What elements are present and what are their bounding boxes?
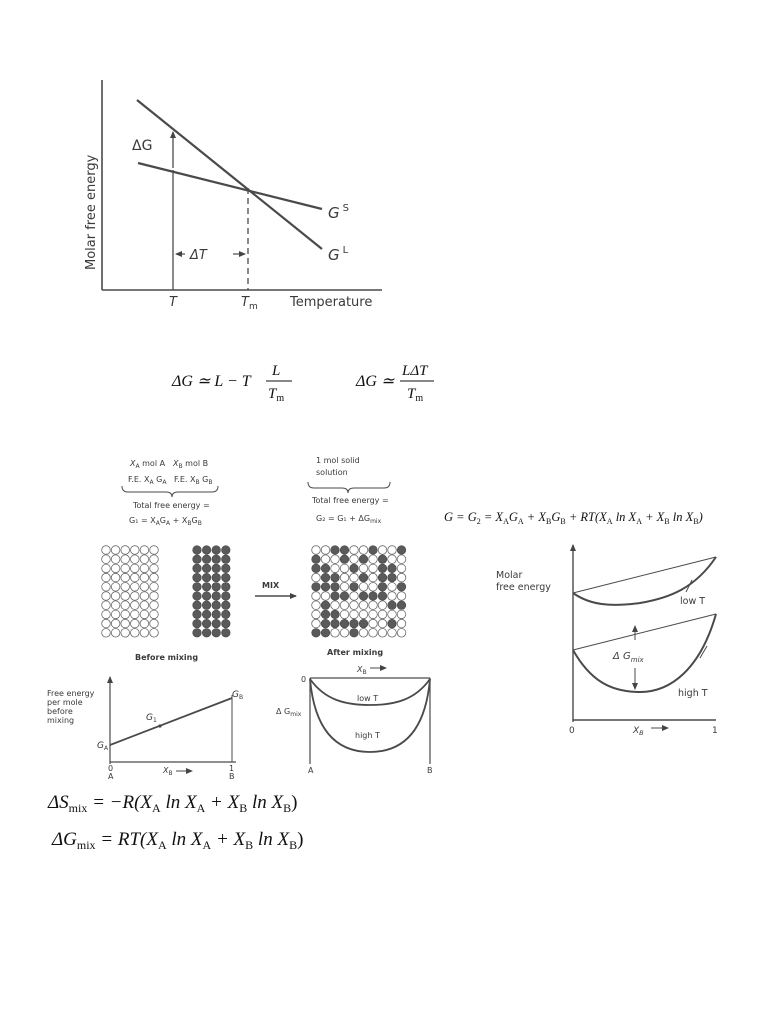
atom-a	[321, 555, 330, 564]
g1-equation: $G_1 = X_AG_A + X_BG_B$	[129, 516, 202, 527]
atom-b	[369, 546, 378, 555]
before-line1: $X_A$ mol A $X_B$ mol B	[130, 459, 209, 470]
atom-a	[102, 592, 111, 601]
atom-b	[378, 573, 387, 582]
atom-a	[111, 592, 120, 601]
atom-a	[131, 546, 140, 555]
after-line1: 1 mol solid	[316, 456, 360, 465]
atom-a	[359, 629, 368, 638]
atom-b	[193, 610, 202, 619]
atom-a	[369, 564, 378, 573]
atom-a	[350, 601, 359, 610]
atom-a	[331, 629, 340, 638]
right-plot-high-t-label: high T	[678, 688, 708, 699]
mix-label: MIX	[262, 581, 280, 590]
atom-b	[212, 601, 221, 610]
atom-a	[350, 573, 359, 582]
atom-b	[397, 601, 406, 610]
g2-equation: $G_2 = G_1 + \Delta G_{mix}$	[316, 514, 382, 525]
atom-a	[350, 546, 359, 555]
tm-tick-label: $T_m$	[241, 295, 258, 312]
atom-b	[359, 555, 368, 564]
atom-a	[340, 564, 349, 573]
atom-a	[111, 629, 120, 638]
delta-t-label: ΔT	[190, 248, 207, 263]
atom-a	[378, 601, 387, 610]
right-plot-low-t-label: low T	[680, 596, 706, 607]
atom-b	[212, 564, 221, 573]
atom-b	[222, 555, 231, 564]
atom-b	[350, 564, 359, 573]
atom-a	[369, 583, 378, 592]
gb-label: $G_B$	[232, 690, 244, 701]
after-mixing-text	[308, 456, 390, 525]
atom-b	[212, 573, 221, 582]
atom-a	[150, 601, 159, 610]
g1-line	[110, 698, 232, 745]
atom-a	[397, 592, 406, 601]
atom-a	[150, 619, 159, 628]
solution-atom-grid	[312, 546, 406, 637]
atom-b	[212, 583, 221, 592]
atom-b	[331, 619, 340, 628]
atom-b	[321, 564, 330, 573]
before-total-label: Total free energy =	[133, 501, 210, 510]
atom-a	[331, 555, 340, 564]
atom-a	[102, 583, 111, 592]
right-plot-ylabel-line2: free energy	[496, 582, 551, 593]
solid-free-energy-line	[138, 163, 322, 209]
atom-b	[202, 629, 211, 638]
pure-b-atom-grid	[193, 546, 230, 637]
atom-b	[321, 601, 330, 610]
after-brace	[308, 482, 390, 493]
eq-left-numerator: L	[272, 363, 281, 379]
atom-a	[150, 564, 159, 573]
right-plot-ylabel-line1: Molar	[496, 570, 523, 581]
t-tick-label: T	[169, 295, 177, 310]
atom-b	[193, 583, 202, 592]
atom-a	[150, 555, 159, 564]
atom-a	[111, 573, 120, 582]
right-plot-lower-line	[573, 614, 716, 650]
atom-b	[388, 564, 397, 573]
atom-b	[331, 592, 340, 601]
atom-b	[193, 555, 202, 564]
atom-a	[312, 619, 321, 628]
atom-a	[359, 610, 368, 619]
atom-a	[121, 592, 130, 601]
delta-g-label: ΔG	[132, 138, 153, 154]
g1-line-label: $G_1$	[146, 713, 157, 724]
atom-a	[369, 629, 378, 638]
g1-ylabel-line3: before	[47, 707, 73, 716]
after-line2: solution	[316, 468, 348, 477]
atom-a	[140, 564, 149, 573]
eq-left-prefix: ΔG ≃ L − T	[172, 373, 251, 390]
atom-a	[378, 619, 387, 628]
atom-a	[397, 629, 406, 638]
atom-a	[121, 619, 130, 628]
atom-a	[102, 619, 111, 628]
atom-a	[131, 564, 140, 573]
atom-a	[102, 555, 111, 564]
atom-b	[397, 583, 406, 592]
atom-b	[378, 555, 387, 564]
right-plot-upper-line	[573, 557, 716, 593]
atom-a	[340, 583, 349, 592]
atom-b	[222, 592, 231, 601]
dgmix-xa-label: A	[308, 766, 314, 775]
atom-a	[102, 629, 111, 638]
atom-a	[131, 619, 140, 628]
g1-point	[158, 724, 161, 727]
before-mixing-text	[122, 459, 218, 527]
atom-b	[321, 573, 330, 582]
total-free-energy-equation: $G = G_2 = X_AG_A + X_BG_B + RT(X_A$ $\ln X_A + X_B$ $\ln X_B$)	[444, 510, 703, 526]
atom-a	[359, 546, 368, 555]
free-energy-composition-plot	[496, 545, 718, 737]
atom-a	[140, 546, 149, 555]
atom-b	[321, 583, 330, 592]
atom-a	[140, 555, 149, 564]
atom-b	[331, 610, 340, 619]
atom-a	[121, 564, 130, 573]
atom-a	[388, 629, 397, 638]
atom-b	[202, 583, 211, 592]
atom-a	[378, 610, 387, 619]
atom-b	[350, 583, 359, 592]
atom-a	[350, 610, 359, 619]
liquid-free-energy-line	[137, 100, 322, 249]
atom-b	[212, 546, 221, 555]
atom-b	[202, 601, 211, 610]
atom-a	[340, 601, 349, 610]
atom-b	[388, 573, 397, 582]
atom-a	[131, 573, 140, 582]
entropy-of-mixing-equation: $\Delta S_{mix} = -R(X_A$ $\ln X_A + X_B$ $\ln X_B$)	[48, 792, 298, 815]
atom-b	[312, 629, 321, 638]
atom-b	[378, 564, 387, 573]
atom-a	[102, 546, 111, 555]
atom-a	[397, 573, 406, 582]
after-total-label: Total free energy =	[312, 496, 389, 505]
atom-a	[140, 573, 149, 582]
atom-b	[331, 583, 340, 592]
atom-b	[378, 583, 387, 592]
atom-a	[312, 610, 321, 619]
g1-ylabel-line2: per mole	[47, 698, 83, 707]
pure-a-atom-grid	[102, 546, 159, 637]
atom-b	[202, 610, 211, 619]
atom-a	[111, 619, 120, 628]
dgmix-ylabel: Δ $G_{mix}$	[276, 707, 302, 718]
atom-a	[397, 564, 406, 573]
ga-label: $G_A$	[97, 741, 109, 752]
atom-a	[388, 583, 397, 592]
g1-before-mixing-plot	[47, 677, 243, 781]
atom-b	[222, 629, 231, 638]
atom-a	[388, 555, 397, 564]
atom-b	[212, 619, 221, 628]
atom-a	[340, 573, 349, 582]
dgmix-xb-label: B	[427, 766, 433, 775]
free-energy-temperature-diagram	[84, 80, 382, 312]
atom-a	[369, 619, 378, 628]
atom-a	[111, 564, 120, 573]
atom-a	[350, 555, 359, 564]
atom-b	[321, 610, 330, 619]
eq-right-prefix: ΔG ≃	[356, 373, 395, 390]
atom-a	[150, 592, 159, 601]
atom-b	[350, 629, 359, 638]
g1-xb-label: B	[229, 772, 235, 781]
atom-a	[150, 546, 159, 555]
atom-b	[193, 619, 202, 628]
atom-b	[193, 564, 202, 573]
atom-b	[331, 573, 340, 582]
atom-a	[102, 573, 111, 582]
atom-a	[111, 583, 120, 592]
atom-b	[340, 546, 349, 555]
atom-b	[321, 629, 330, 638]
atom-b	[202, 564, 211, 573]
mixing-schematic	[102, 456, 406, 662]
atom-a	[140, 629, 149, 638]
atom-b	[359, 573, 368, 582]
atom-b	[222, 583, 231, 592]
before-brace	[122, 486, 218, 497]
dgmix-high-t-curve	[310, 679, 430, 752]
atom-a	[359, 583, 368, 592]
atom-a	[388, 592, 397, 601]
atom-a	[131, 629, 140, 638]
atom-a	[111, 610, 120, 619]
right-plot-x1-label: 1	[712, 726, 718, 736]
atom-b	[212, 610, 221, 619]
atom-a	[388, 546, 397, 555]
atom-a	[111, 555, 120, 564]
atom-b	[193, 546, 202, 555]
atom-a	[150, 583, 159, 592]
atom-a	[150, 610, 159, 619]
atom-b	[321, 619, 330, 628]
atom-a	[397, 619, 406, 628]
atom-a	[131, 583, 140, 592]
atom-a	[331, 564, 340, 573]
right-plot-xlabel: $X_B$	[633, 726, 644, 737]
atom-b	[312, 583, 321, 592]
atom-a	[397, 610, 406, 619]
dgmix-high-t-label: high T	[355, 731, 380, 740]
atom-b	[222, 573, 231, 582]
atom-a	[359, 601, 368, 610]
atom-a	[140, 583, 149, 592]
fig1-y-label: Molar free energy	[84, 154, 99, 270]
atom-b	[222, 564, 231, 573]
atom-b	[378, 592, 387, 601]
gs-label: G $^S$	[328, 203, 349, 222]
undercooling-equations	[171, 363, 434, 404]
atom-b	[340, 555, 349, 564]
atom-b	[193, 592, 202, 601]
atom-a	[397, 555, 406, 564]
before-mixing-caption: Before mixing	[135, 653, 199, 662]
after-mixing-caption: After mixing	[327, 648, 384, 657]
atom-a	[321, 546, 330, 555]
atom-a	[102, 610, 111, 619]
atom-a	[378, 629, 387, 638]
atom-b	[397, 546, 406, 555]
atom-a	[340, 610, 349, 619]
g1-x1-label: 1	[229, 764, 235, 773]
atom-b	[193, 573, 202, 582]
right-plot-high-t-curve	[573, 614, 716, 692]
atom-a	[102, 601, 111, 610]
atom-b	[202, 573, 211, 582]
atom-a	[131, 601, 140, 610]
atom-b	[222, 619, 231, 628]
atom-a	[131, 555, 140, 564]
atom-a	[121, 583, 130, 592]
g1-ylabel-line1: Free energy	[47, 689, 95, 698]
atom-a	[150, 629, 159, 638]
atom-a	[312, 573, 321, 582]
atom-b	[340, 592, 349, 601]
atom-a	[131, 610, 140, 619]
atom-b	[193, 629, 202, 638]
atom-b	[359, 619, 368, 628]
gibbs-of-mixing-equation: $\Delta G_{mix} = RT(X_A$ $\ln X_A + X_B$ $\ln X_B$)	[52, 829, 304, 852]
atom-b	[193, 601, 202, 610]
atom-a	[312, 546, 321, 555]
atom-a	[150, 573, 159, 582]
atom-a	[378, 546, 387, 555]
atom-b	[331, 546, 340, 555]
atom-a	[102, 564, 111, 573]
atom-b	[212, 555, 221, 564]
atom-a	[140, 619, 149, 628]
atom-a	[369, 573, 378, 582]
atom-b	[202, 555, 211, 564]
atom-a	[140, 592, 149, 601]
atom-a	[121, 610, 130, 619]
g1-xlabel: $X_B$	[163, 766, 173, 777]
atom-a	[312, 601, 321, 610]
atom-b	[202, 592, 211, 601]
dgmix-xlabel: $X_B$	[357, 665, 367, 676]
atom-a	[369, 555, 378, 564]
atom-a	[121, 573, 130, 582]
atom-a	[111, 601, 120, 610]
delta-g-mix-plot	[276, 665, 433, 775]
atom-a	[121, 601, 130, 610]
atom-b	[222, 601, 231, 610]
dgmix-zero-label: 0	[301, 675, 307, 684]
atom-b	[350, 619, 359, 628]
atom-a	[359, 564, 368, 573]
dgmix-low-t-label: low T	[357, 694, 379, 703]
atom-b	[222, 610, 231, 619]
atom-b	[388, 601, 397, 610]
eq-left-denominator: $T_m$	[268, 386, 285, 404]
atom-a	[340, 629, 349, 638]
atom-a	[350, 592, 359, 601]
before-line2: F.E. $X_A$ $G_A$ F.E. $X_B$ $G_B$	[128, 475, 213, 486]
atom-a	[111, 546, 120, 555]
atom-b	[222, 546, 231, 555]
atom-b	[312, 555, 321, 564]
atom-a	[121, 546, 130, 555]
atom-a	[131, 592, 140, 601]
atom-a	[331, 601, 340, 610]
right-plot-x0-label: 0	[569, 726, 575, 736]
atom-b	[388, 619, 397, 628]
atom-a	[140, 610, 149, 619]
right-plot-dg-label: Δ $G_{mix}$	[613, 651, 644, 664]
atom-b	[312, 564, 321, 573]
eq-right-numerator: LΔT	[402, 363, 428, 379]
g1-ylabel-line4: mixing	[47, 716, 75, 725]
atom-a	[369, 601, 378, 610]
atom-a	[312, 592, 321, 601]
atom-a	[121, 629, 130, 638]
atom-b	[202, 619, 211, 628]
atom-b	[212, 592, 221, 601]
g1-xa-label: A	[108, 772, 114, 781]
atom-a	[121, 555, 130, 564]
atom-b	[369, 592, 378, 601]
atom-b	[359, 592, 368, 601]
atom-a	[321, 592, 330, 601]
atom-b	[202, 546, 211, 555]
fig1-x-label: Temperature	[290, 295, 373, 310]
gl-label: G $^L$	[328, 245, 349, 264]
atom-a	[369, 610, 378, 619]
atom-a	[388, 610, 397, 619]
atom-b	[212, 629, 221, 638]
atom-b	[340, 619, 349, 628]
g1-x0-label: 0	[108, 764, 114, 773]
eq-right-denominator: $T_m$	[407, 386, 424, 404]
atom-a	[140, 601, 149, 610]
